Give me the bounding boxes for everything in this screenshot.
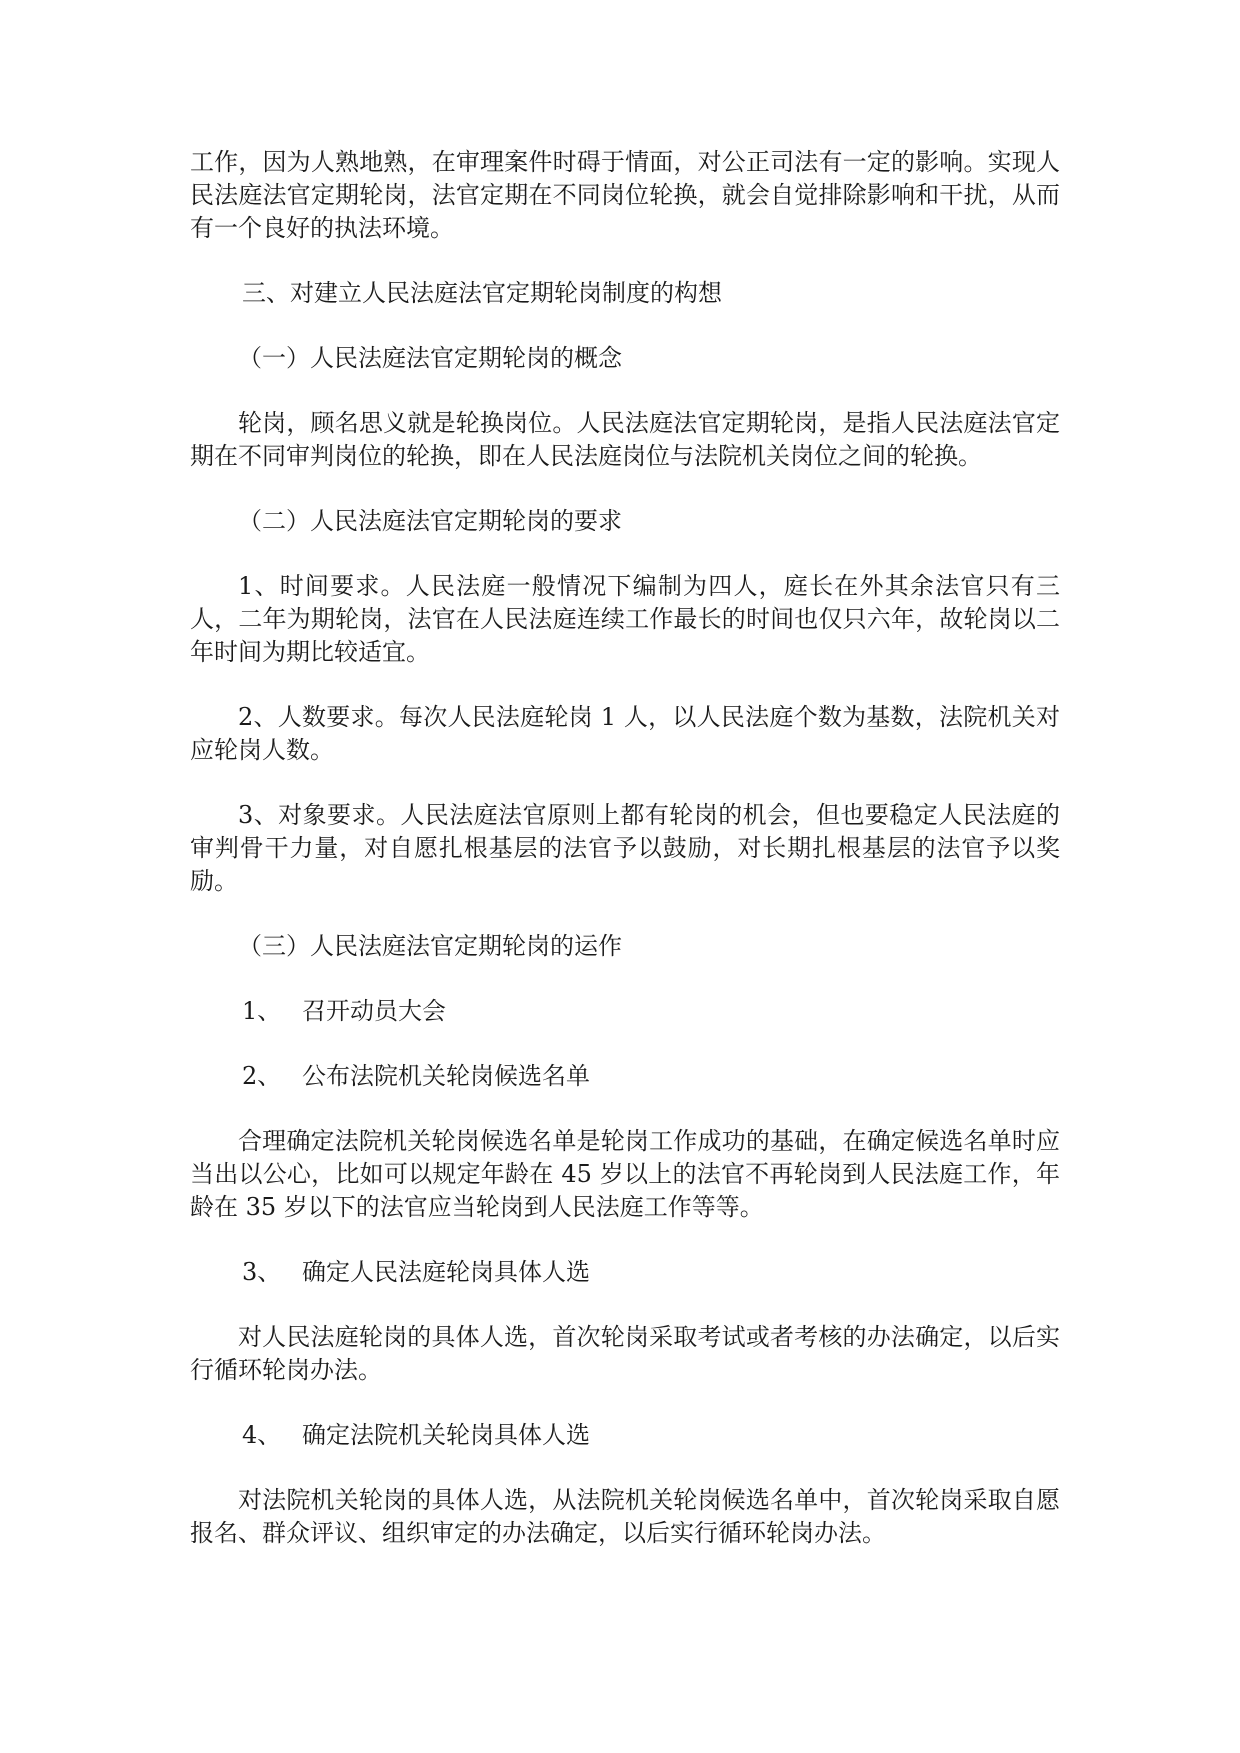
section-heading-three: 三、对建立人民法庭法官定期轮岗制度的构想 <box>242 279 722 307</box>
paragraph-target-requirement: 3、对象要求。人民法庭法官原则上都有轮岗的机会，但也要稳定人民法庭的审判骨干力量，对自愿扎根基层的法官予以鼓励，对长期扎根基层的法官予以奖励。 <box>190 801 1060 895</box>
step-item-4 <box>190 1419 1060 1452</box>
step-text: 公布法院机关轮岗候选名单 <box>302 1062 590 1090</box>
step-number: 1、 <box>242 997 282 1025</box>
paragraph-headcount-requirement: 2、人数要求。每次人民法庭轮岗 1 人，以人民法庭个数为基数，法院机关对应轮岗人数。 <box>190 703 1060 764</box>
paragraph-court-selection: 对人民法庭轮岗的具体人选，首次轮岗采取考试或者考核的办法确定，以后实行循环轮岗办法。 <box>190 1323 1060 1384</box>
subheading-concept: （一）人民法庭法官定期轮岗的概念 <box>238 344 622 372</box>
step-number: 4、 <box>242 1421 282 1449</box>
paragraph-time-requirement: 1、时间要求。人民法庭一般情况下编制为四人，庭长在外其余法官只有三人，二年为期轮岗，法官在人民法庭连续工作最长的时间也仅只六年，故轮岗以二年时间为期比较适宜。 <box>190 572 1060 666</box>
step-text: 确定人民法庭轮岗具体人选 <box>302 1258 590 1286</box>
paragraph-candidate-list: 合理确定法院机关轮岗候选名单是轮岗工作成功的基础，在确定候选名单时应当出以公心，比如可以规定年龄在 45 岁以上的法官不再轮岗到人民法庭工作，年龄在 35 岁以下的法官应当轮岗到人民法庭工作等等。 <box>190 1127 1060 1221</box>
document-body <box>190 146 1060 1582</box>
paragraph-organ-selection: 对法院机关轮岗的具体人选，从法院机关轮岗候选名单中，首次轮岗采取自愿报名、群众评议、组织审定的办法确定，以后实行循环轮岗办法。 <box>190 1486 1060 1547</box>
step-item-1 <box>190 995 1060 1028</box>
subheading-requirements: （二）人民法庭法官定期轮岗的要求 <box>238 507 622 535</box>
step-text: 召开动员大会 <box>302 997 446 1025</box>
step-item-3 <box>190 1256 1060 1289</box>
paragraph-continuation: 工作，因为人熟地熟，在审理案件时碍于情面，对公正司法有一定的影响。实现人民法庭法官定期轮岗，法官定期在不同岗位轮换，就会自觉排除影响和干扰，从而有一个良好的执法环境。 <box>190 148 1060 242</box>
step-number: 2、 <box>242 1062 282 1090</box>
subheading-operation: （三）人民法庭法官定期轮岗的运作 <box>238 932 622 960</box>
step-text: 确定法院机关轮岗具体人选 <box>302 1421 590 1449</box>
step-item-2 <box>190 1060 1060 1093</box>
paragraph-concept: 轮岗，顾名思义就是轮换岗位。人民法庭法官定期轮岗，是指人民法庭法官定期在不同审判岗位的轮换，即在人民法庭岗位与法院机关岗位之间的轮换。 <box>190 409 1060 470</box>
step-number: 3、 <box>242 1258 282 1286</box>
